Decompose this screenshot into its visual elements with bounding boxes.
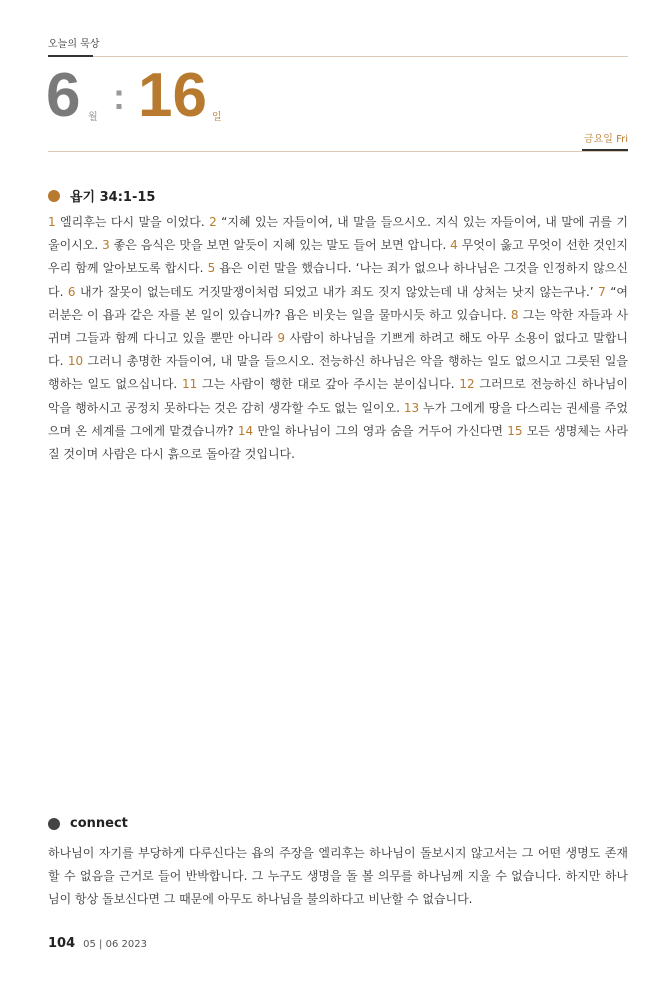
verse-number: 5: [207, 261, 216, 276]
verse-text: “지혜 있는 자들이여, 내 말을 들으시오. 지식 있는 자들이여, 내 말에 귀를 기울이시오.: [48, 215, 629, 253]
verse-text: “여러분은 이 욥과 같은 자를 본 일이 있습니까? 욥은 비웃는 일을 물마시듯 하고 있습니다.: [48, 284, 628, 322]
verse-number: 3: [102, 238, 110, 253]
bullet-icon: [48, 818, 60, 830]
verse-number: 2: [209, 215, 217, 229]
issue-date: 05 | 06 2023: [83, 939, 147, 950]
scripture-reference: [48, 186, 155, 205]
verse-number: 8: [510, 307, 519, 322]
verse-number: 12: [459, 377, 475, 392]
section-label-underline: [48, 55, 93, 57]
verse-number: 7: [598, 284, 606, 299]
verse-number: 11: [182, 377, 198, 392]
verse-text: 내가 잘못이 없는데도 거짓말쟁이처럼 되었고 내가 죄도 짓지 않았는데 내 상처는 낫지 않는구나.’: [75, 284, 599, 299]
verse-text: 그는 사람이 행한 대로 갚아 주시는 분이십니다.: [197, 377, 460, 392]
verse-text: 만일 하나님이 그의 영과 숨을 거두어 가신다면: [253, 423, 508, 438]
verse-number: 4: [450, 238, 458, 253]
scripture-text: [48, 211, 628, 466]
weekday: 금요일 Fri: [583, 134, 628, 145]
verse-number: 9: [277, 331, 286, 346]
date-month-unit: 월: [88, 112, 98, 123]
verse-text: 엘리후는 다시 말을 이었다.: [55, 215, 210, 229]
date-month: 6: [46, 61, 81, 130]
verse-text: 그러니 총명한 자들이여, 내 말을 들으시오. 전능하신 하나님은 악을 행하는 일도 없으시고 그릇된 일을 행하는 일도 없으십니다.: [48, 354, 628, 392]
verse-text: 그러므로 전능하신 하나님이 악을 행하시고 공정치 못하다는 것은 감히 생각할 수도 없는 일이오.: [48, 377, 628, 415]
verse-number: 10: [67, 354, 84, 369]
scripture-reference-text: 욥기 34:1-15: [70, 190, 156, 205]
header-divider: [48, 151, 628, 152]
footer: [48, 936, 147, 951]
section-label: 오늘의 묵상: [48, 39, 100, 50]
verse-number: 13: [403, 400, 420, 415]
top-divider: [93, 56, 628, 57]
date-separator: :: [113, 76, 125, 117]
verse-number: 6: [67, 284, 76, 299]
connect-body: 하나님이 자기를 부당하게 다루신다는 욥의 주장을 엘리후는 하나님이 돌보시지 않고서는 그 어떤 생명도 존재할 수 없음을 근거로 들어 반박합니다. 그 누구도 생명을 돌 볼 의무를 하나님께 지울 수 없습니다. 하지만 하나님이 항상 돌보신다면 그 때문에 아무도 하나님을 불의하다고 비난할 수 없습니다.: [48, 846, 628, 907]
connect-heading: [48, 816, 128, 831]
date-day-unit: 일: [212, 112, 222, 123]
page-number: 104: [48, 936, 76, 951]
bullet-icon: [48, 190, 60, 202]
verse-text: 모든 생명체는 사라질 것이며 사람은 다시 흙으로 돌아갈 것입니다.: [48, 423, 628, 462]
verse-text: 그는 악한 자들과 사귀며 그들과 함께 다니고 있을 뿐만 아니라: [48, 307, 629, 346]
verse-number: 1: [48, 215, 56, 229]
verse-number: 15: [507, 423, 523, 438]
verse-text: 욥은 이런 말을 했습니다. ‘나는 죄가 없으나 하나님은 그것을 인정하지 않으신다.: [48, 261, 628, 299]
date-day: 16: [138, 61, 207, 130]
verse-number: 14: [237, 423, 254, 438]
verse-text: 무엇이 옳고 무엇이 선한 것인지 우리 함께 알아보도록 합시다.: [48, 238, 628, 276]
verse-text: 사람이 하나님을 기쁘게 하려고 해도 아무 소용이 없다고 말합니다.: [48, 331, 628, 369]
verse-text: 좋은 음식은 맛을 보면 알듯이 지혜 있는 말도 들어 보면 압니다.: [109, 238, 451, 253]
verse-text: 누가 그에게 땅을 다스리는 권세를 주었으며 온 세계를 그에게 맡겼습니까?: [48, 400, 628, 438]
connect-title: connect: [70, 816, 128, 831]
